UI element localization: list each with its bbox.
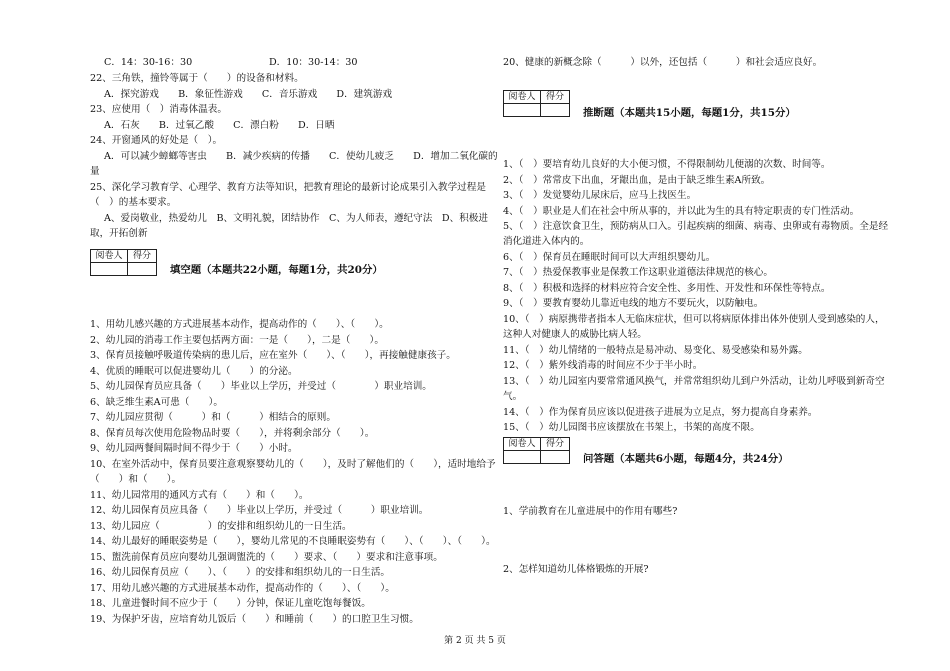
fill-question: 6、缺乏维生素A可患（ ）。: [90, 397, 223, 408]
judge-question: 6、（ ）保育员在睡眠时间可以大声组织婴幼儿。: [503, 252, 716, 263]
question-23-options: A．石灰 B．过氧乙酸 C．漂白粉 D．日晒: [104, 120, 335, 131]
score-cell[interactable]: [541, 451, 570, 464]
judge-question-cont: 气。: [503, 391, 523, 402]
reviewer-label: 阅卷人: [504, 438, 541, 451]
text-line: C．14：30-16：30 D．10：30-14：30: [104, 57, 358, 68]
fill-question: 4、优质的睡眠可以促进婴幼儿（ ）的分泌。: [90, 366, 298, 377]
section-title-judge: 推断题（本题共15小题，每题1分，共15分）: [583, 107, 796, 119]
fill-question: 15、盥洗前保育员应向婴幼儿强调盥洗的（ ）要求、（ ）要求和注意事项。: [90, 552, 443, 563]
fill-question: 8、保育员每次使用危险物品时要（ ），并将剩余部分（ ）。: [90, 428, 375, 439]
fill-question: 2、幼儿园的消毒工作主要包括两方面：一是（ ），二是（ ）。: [90, 335, 384, 346]
fill-question: 9、幼儿园两餐间隔时间不得少于（ ）小时。: [90, 443, 298, 454]
question-22: 22、三角铁，撞铃等属于（ ）的设备和材料。: [90, 73, 304, 84]
reviewer-label: 阅卷人: [504, 91, 541, 104]
score-cell[interactable]: [128, 263, 157, 276]
judge-question-cont: 这种人对健康人的威胁比病人轻。: [503, 329, 647, 340]
section-title-qa: 问答题（本题共6小题，每题4分，共24分）: [583, 453, 789, 465]
score-label: 得分: [128, 250, 157, 263]
judge-question: 11、（ ）幼儿情绪的一般特点是易冲动、易变化、易受感染和易外露。: [503, 345, 808, 356]
question-25-cont: （ ）的基本要求。: [90, 197, 177, 208]
judge-question: 14、（ ）作为保育员应该以促进孩子进展为立足点，努力提高自身素养。: [503, 407, 818, 418]
fill-question: 13、幼儿园应（ ）的安排和组织幼儿的一日生活。: [90, 521, 352, 532]
question-25-options-cont: 取，开拓创新: [90, 228, 148, 239]
fill-question: 17、用幼儿感兴趣的方式进展基本动作，提高动作的（ ）、（ ）。: [90, 583, 395, 594]
judge-question: 4、（ ）职业是人们在社会中所从事的，并以此为生的具有特定职责的专门性活动。: [503, 206, 860, 217]
judge-question: 3、（ ）发觉婴幼儿尿床后，应马上找医生。: [503, 190, 697, 201]
question-22-options: A．探究游戏 B．象征性游戏 C．音乐游戏 D．建筑游戏: [104, 89, 393, 100]
score-label: 得分: [541, 438, 570, 451]
fill-question: 5、幼儿园保育员应具备（ ）毕业以上学历，并受过（ ）职业培训。: [90, 381, 432, 392]
question-25: 25、深化学习教育学、心理学、教育方法等知识，把教育理论的最新讨论成果引入教学过程是: [90, 182, 486, 193]
fill-question: 7、幼儿园应贯彻（ ）和（ ）相结合的原则。: [90, 412, 336, 423]
judge-question: 7、（ ）热爱保教事业是保教工作这职业道德法律规范的核心。: [503, 267, 773, 278]
judge-question: 10、（ ）病原携带者指本人无临床症状，但可以将病原体排出体外使别人受到感染的人，: [503, 314, 885, 325]
page-footer: 第 2 页 共 5 页: [444, 636, 506, 646]
reviewer-cell[interactable]: [504, 104, 541, 117]
judge-question: 13、（ ）幼儿园室内要常常通风换气，并常常组织幼儿到户外活动，让幼儿呼吸到新奇空: [503, 376, 885, 387]
judge-question: 2、（ ）常常皮下出血，牙龈出血，是由于缺乏维生素A所致。: [503, 175, 771, 186]
fill-question: 14、幼儿最好的睡眠姿势是（ ），婴幼儿常见的不良睡眠姿势有（ ）、（ ）、（ ）。: [90, 536, 496, 547]
judge-question: 1、（ ）要培育幼儿良好的大小便习惯，不得限制幼儿便溺的次数、时间等。: [503, 159, 831, 170]
judge-question: 12、（ ）紫外线消毒的时间应不少于半小时。: [503, 360, 703, 371]
fill-question: 3、保育员接触呼吸道传染病的患儿后，应在室外（ ）、（ ），再接触健康孩子。: [90, 350, 456, 361]
reviewer-cell[interactable]: [91, 263, 128, 276]
fill-question: 11、幼儿园常用的通风方式有（ ）和（ ）。: [90, 490, 309, 501]
score-box: [503, 437, 570, 464]
fill-question-cont: （ ）和（ ）。: [90, 474, 182, 485]
question-24-options-cont: 量: [90, 166, 100, 177]
question-24: 24、开窗通风的好处是（ ）。: [90, 135, 223, 146]
fill-question: 18、儿童进餐时间不应少于（ ）分钟，保证儿童吃饱每餐饭。: [90, 598, 371, 609]
section-title-fill: 填空题（本题共22小题，每题1分，共20分）: [170, 264, 383, 276]
score-cell[interactable]: [541, 104, 570, 117]
qa-question: 2、怎样知道幼儿体格锻炼的开展?: [503, 564, 649, 575]
qa-question: 1、学前教育在儿童进展中的作用有哪些?: [503, 506, 678, 517]
fill-question: 10、在室外活动中，保育员要注意观察婴幼儿的（ ），及时了解他们的（ ），适时地给予: [90, 459, 496, 470]
score-box: [90, 249, 157, 276]
fill-question-20: 20、健康的新概念除（ ）以外，还包括（ ）和社会适应良好。: [503, 57, 823, 68]
question-25-options: A、爱岗敬业，热爱幼儿 B、文明礼貌，团结协作 C、为人师表，遵纪守法 D、积极进: [104, 213, 488, 224]
judge-question: 9、（ ）要教育婴幼儿靠近电线的地方不要玩火，以防触电。: [503, 298, 764, 309]
judge-question: 5、（ ）注意饮食卫生，预防病从口入。引起疾病的细菌、病毒、虫卵或有毒物质。全是经: [503, 221, 889, 232]
reviewer-label: 阅卷人: [91, 250, 128, 263]
fill-question: 19、为保护牙齿，应培育幼儿饭后（ ）和睡前（ ）的口腔卫生习惯。: [90, 614, 419, 625]
question-23: 23、应使用（ ）消毒体温表。: [90, 104, 227, 115]
judge-question-cont: 消化道进入体内的。: [503, 236, 590, 247]
fill-question: 16、幼儿园保育员应（ ）、（ ）的安排和组织幼儿的一日生活。: [90, 567, 391, 578]
question-24-options: A．可以减少蟑螂等害虫 B．减少疾病的传播 C．使幼儿疲乏 D．增加二氧化碳的: [104, 151, 498, 162]
judge-question: 8、（ ）积极和选择的材料应符合安全性、多用性、开发性和环保性等特点。: [503, 283, 831, 294]
score-label: 得分: [541, 91, 570, 104]
score-box: [503, 90, 570, 117]
reviewer-cell[interactable]: [504, 451, 541, 464]
judge-question: 15、（ ）幼儿园图书应该摆放在书架上，书架的高度不限。: [503, 422, 760, 433]
fill-question: 1、用幼儿感兴趣的方式进展基本动作，提高动作的（ ）、（ ）。: [90, 319, 389, 330]
fill-question: 12、幼儿园保育员应具备（ ）毕业以上学历，并受过（ ）职业培训。: [90, 505, 429, 516]
